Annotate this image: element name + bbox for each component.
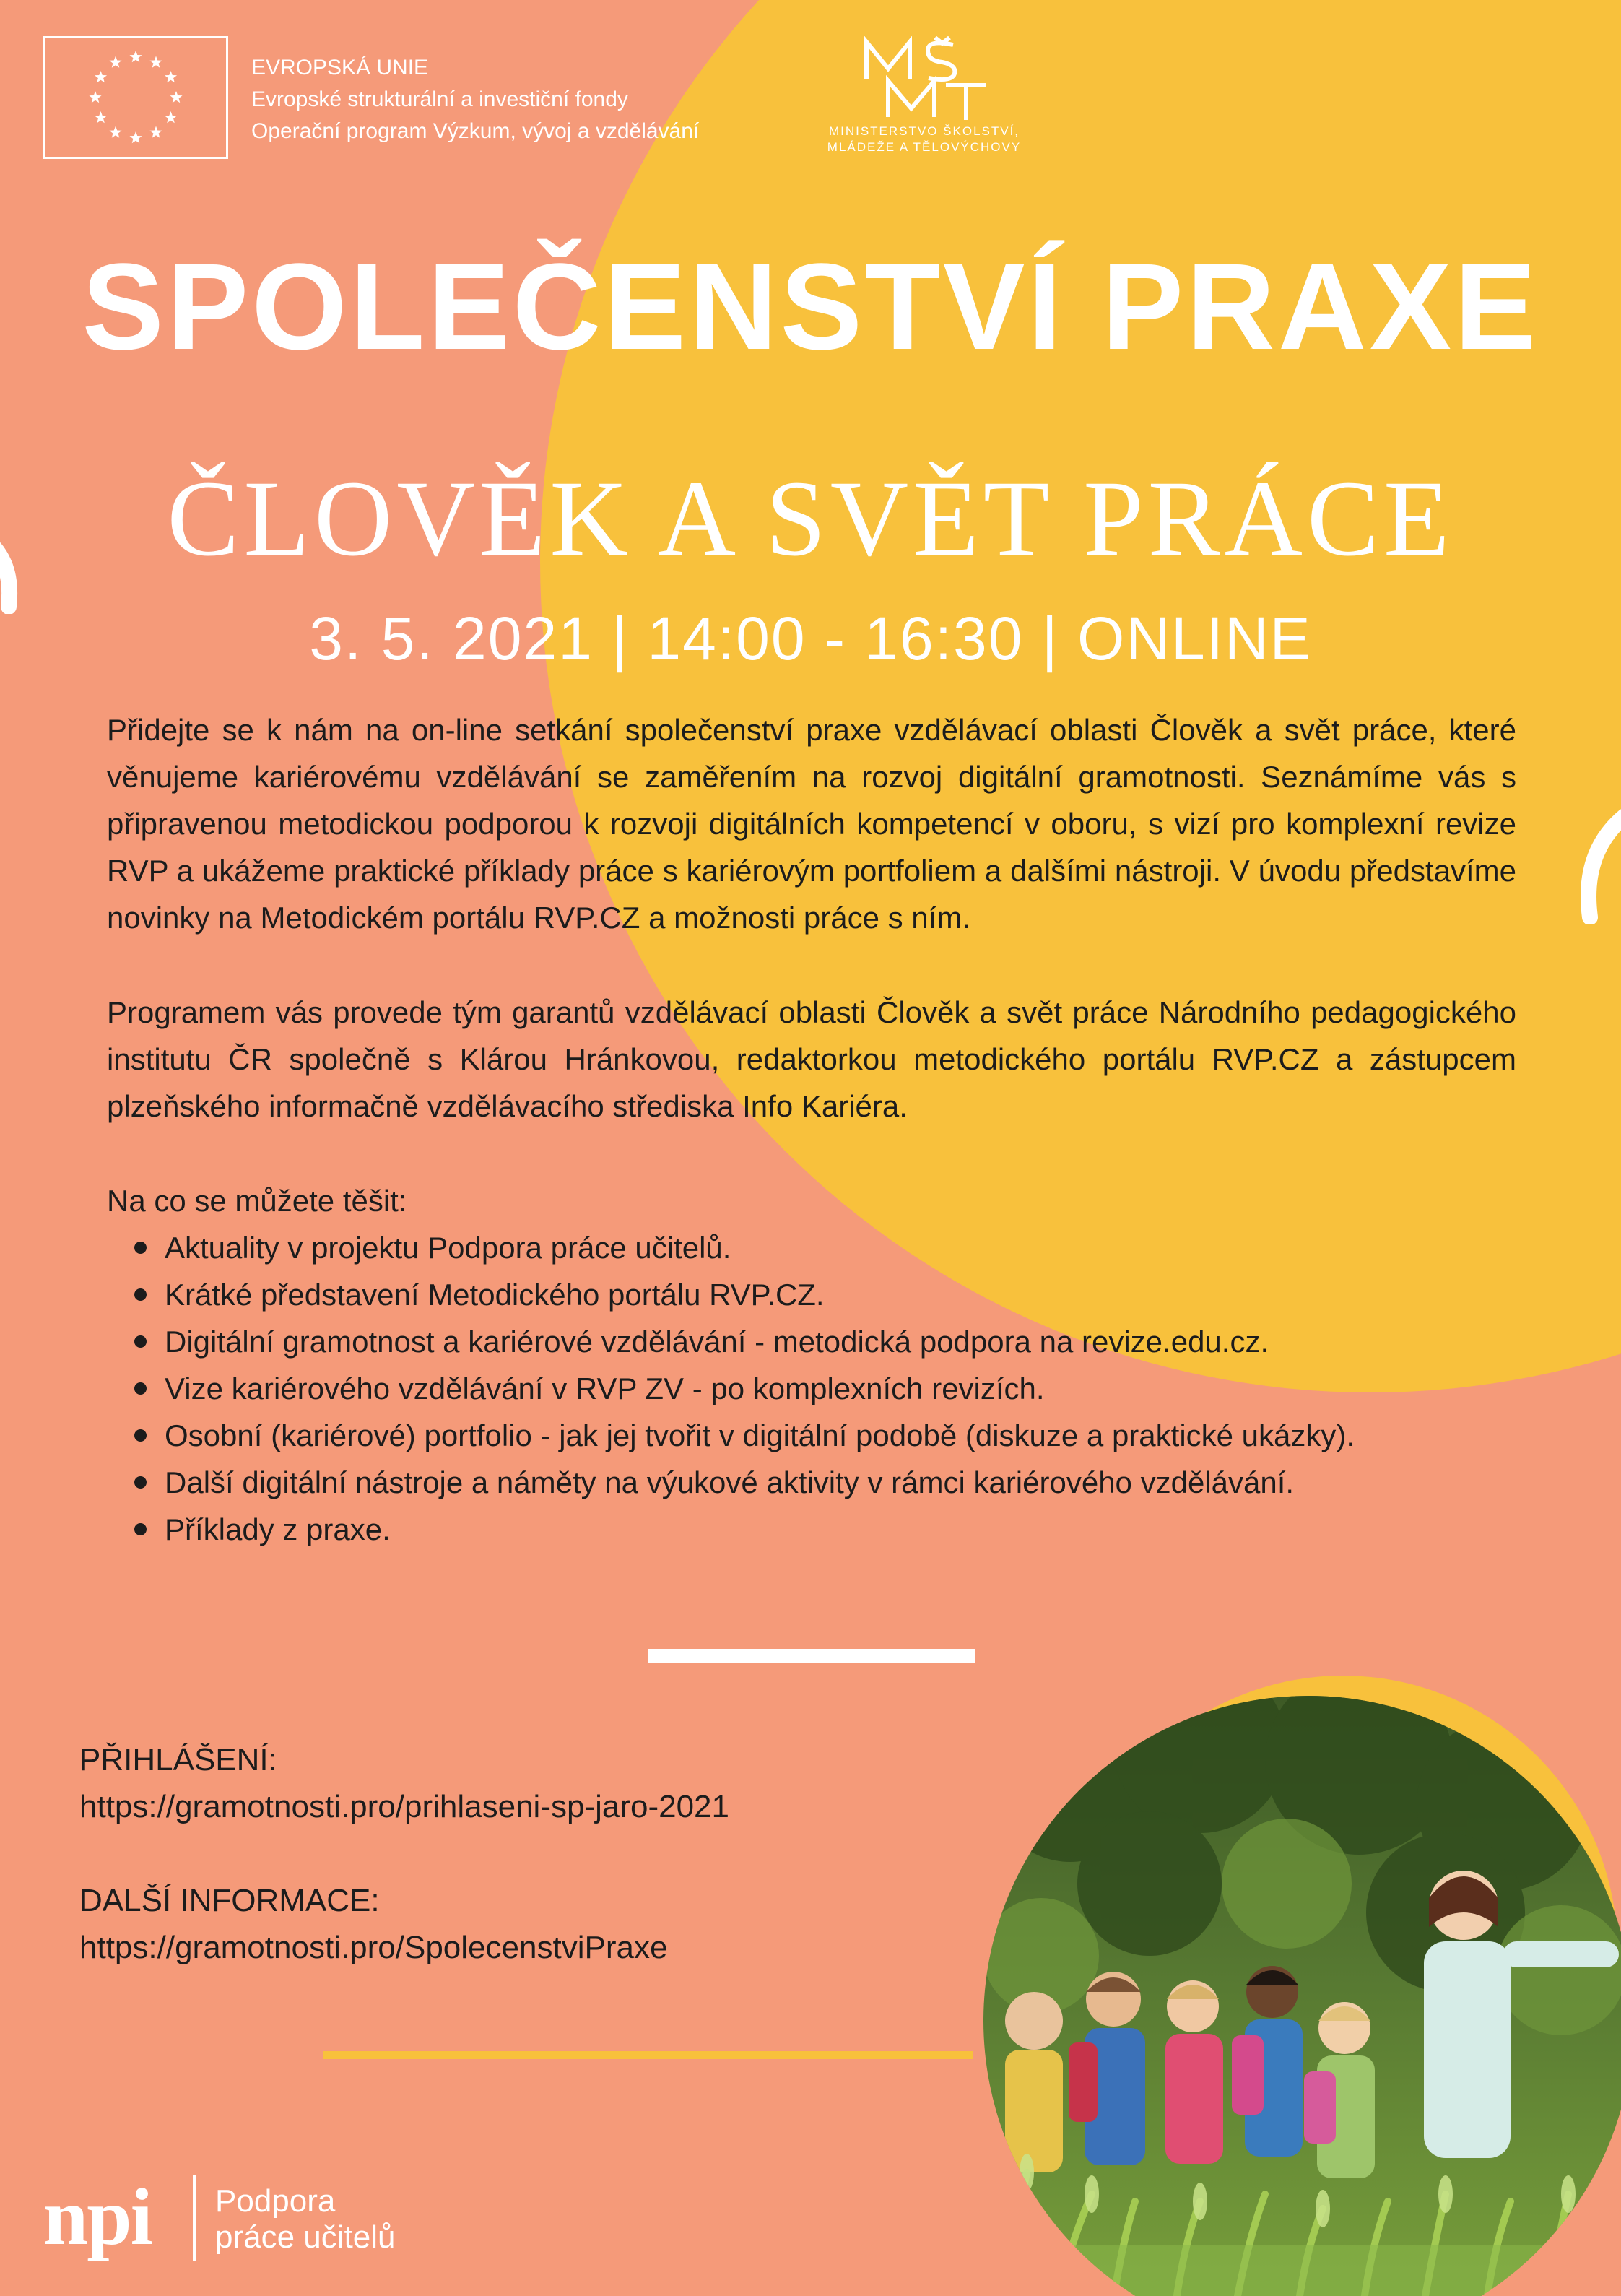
registration-label: PŘIHLÁŠENÍ: bbox=[79, 1742, 277, 1777]
project-name bbox=[215, 2183, 395, 2256]
eu-star-icon bbox=[149, 56, 162, 68]
bullet-list bbox=[107, 1224, 1516, 1553]
eu-star-icon bbox=[109, 126, 121, 138]
eu-star-icon bbox=[129, 131, 142, 143]
paragraph-intro: Přidejte se k nám na on-line setkání společenství praxe vzdělávací oblasti Člověk a svět práce, které věnujeme kariérovému vzdělávání se zaměřením na rozvoj digitální gramotnosti. Seznámíme vás s připravenou metodickou podporou k rozvoji digitálních kompetencí v oboru, s vizí pro komplexní revize RVP a ukážeme praktické příklady práce s kariérovým portfoliem a dalšími nástroji. V úvodu představíme novinky na Metodickém portálu RVP.CZ a možnosti práce s ním. bbox=[107, 713, 1516, 935]
list-item: Další digitální nástroje a náměty na výukové aktivity v rámci kariérového vzdělávání. bbox=[107, 1459, 1516, 1506]
eu-stars-icon bbox=[45, 38, 226, 157]
list-item: Digitální gramotnost a kariérové vzdělávání - metodická podpora na revize.edu.cz. bbox=[107, 1318, 1516, 1365]
event-dateline: 3. 5. 2021 | 14:00 - 16:30 | ONLINE bbox=[309, 605, 1312, 672]
list-item: Krátké představení Metodického portálu RVP.CZ. bbox=[107, 1271, 1516, 1318]
eu-star-icon bbox=[95, 111, 107, 123]
list-item: Příklady z praxe. bbox=[107, 1506, 1516, 1553]
msmt-name: MLÁDEŽE A TĚLOVÝCHOVY bbox=[827, 140, 1022, 154]
project-name-line: práce učitelů bbox=[215, 2219, 396, 2255]
msmt-logo-icon bbox=[859, 36, 989, 123]
list-item: Aktuality v projektu Podpora práce učitelů. bbox=[107, 1224, 1516, 1271]
eu-line: Evropské strukturální a investiční fondy bbox=[251, 87, 628, 111]
page-subtitle: ČLOVĚK A SVĚT PRÁCE bbox=[167, 459, 1454, 579]
children-hiking-photo bbox=[983, 1696, 1621, 2296]
links-section bbox=[79, 1736, 729, 1971]
eu-star-icon bbox=[170, 91, 182, 103]
eu-star-icon bbox=[129, 51, 142, 62]
page-title: SPOLEČENSTVÍ PRAXE bbox=[82, 238, 1539, 376]
eu-line: Operační program Výzkum, vývoj a vzdělávání bbox=[251, 119, 700, 143]
bullet-intro: Na co se můžete těšit: bbox=[107, 1184, 407, 1218]
list-item: Vize kariérového vzdělávání v RVP ZV - po komplexních revizích. bbox=[107, 1365, 1516, 1412]
divider-yellow bbox=[323, 2051, 973, 2059]
registration-link[interactable]: https://gramotnosti.pro/prihlaseni-sp-jaro-2021 bbox=[79, 1789, 730, 1824]
logo-separator bbox=[193, 2175, 196, 2261]
eu-star-icon bbox=[89, 91, 101, 103]
body-text bbox=[107, 706, 1516, 1553]
eu-flag-icon bbox=[43, 36, 228, 159]
decorative-arc-right bbox=[1574, 809, 1621, 924]
project-name-line: Podpora bbox=[215, 2183, 336, 2219]
eu-funding-text bbox=[251, 52, 699, 147]
eu-line: EVROPSKÁ UNIE bbox=[251, 56, 429, 79]
photo-illustration bbox=[983, 1696, 1621, 2296]
eu-star-icon bbox=[165, 71, 177, 82]
info-link[interactable]: https://gramotnosti.pro/SpolecenstviPraxe bbox=[79, 1930, 668, 1965]
eu-star-icon bbox=[165, 111, 177, 123]
npi-logo: npi bbox=[43, 2172, 152, 2262]
divider-white bbox=[648, 1649, 975, 1663]
msmt-name: MINISTERSTVO ŠKOLSTVÍ, bbox=[828, 124, 1020, 138]
eu-star-icon bbox=[95, 71, 107, 82]
info-label: DALŠÍ INFORMACE: bbox=[79, 1883, 380, 1918]
msmt-logo bbox=[794, 36, 1054, 159]
list-item: Osobní (kariérové) portfolio - jak jej tvořit v digitální podobě (diskuze a praktické ukázky). bbox=[107, 1412, 1516, 1459]
eu-star-icon bbox=[109, 56, 121, 68]
eu-star-icon bbox=[149, 126, 162, 138]
paragraph-program: Programem vás provede tým garantů vzdělávací oblasti Člověk a svět práce Národního pedagogického institutu ČR společně s Klárou Hránkovou, redaktorkou metodického portálu RVP.CZ a zástupcem plzeňského informačně vzdělávacího střediska Info Kariéra. bbox=[107, 995, 1516, 1123]
